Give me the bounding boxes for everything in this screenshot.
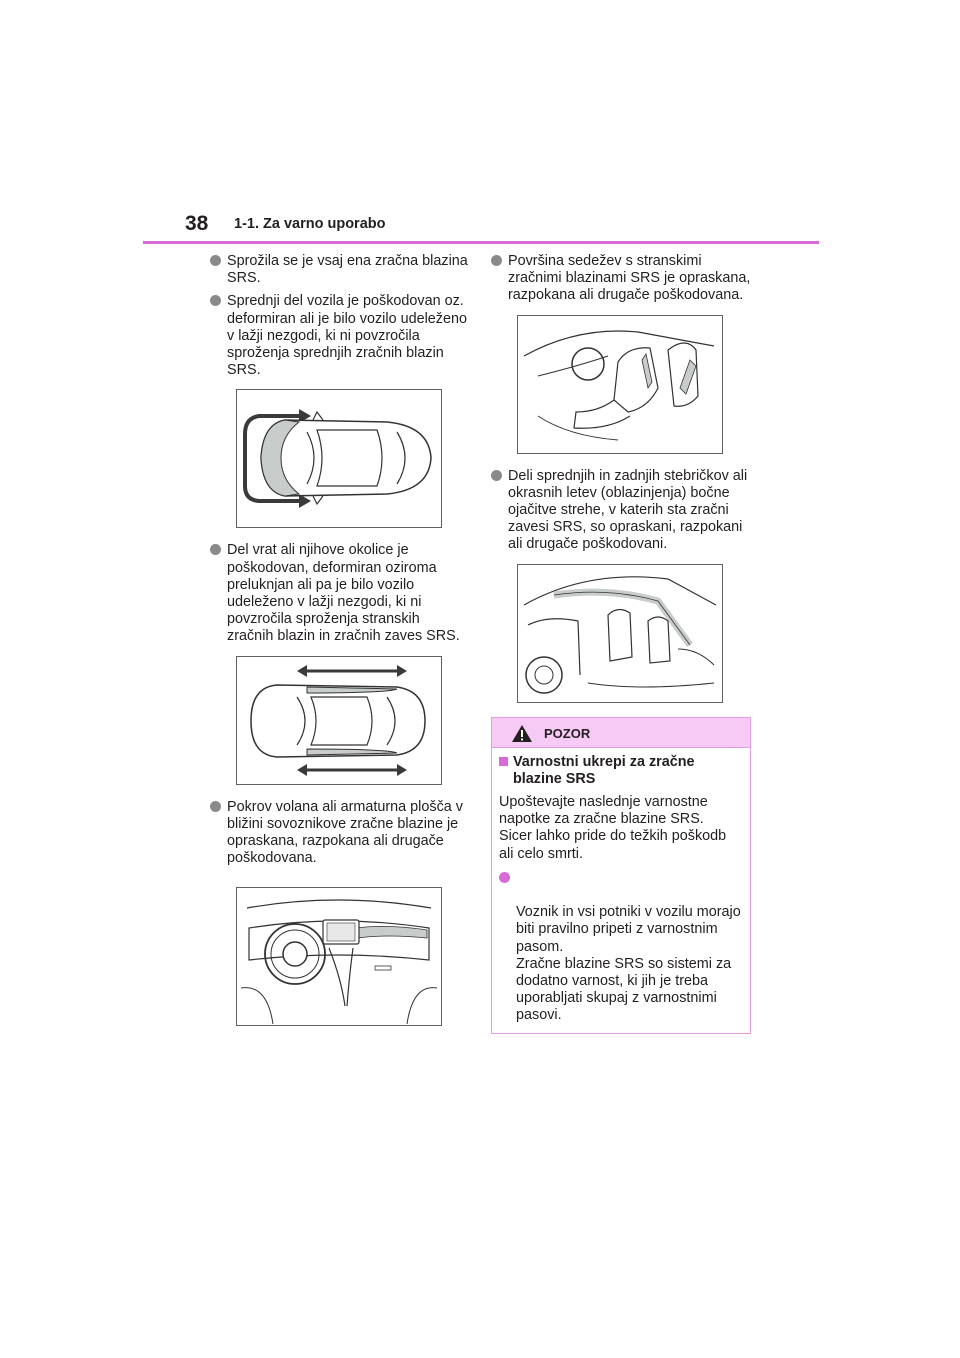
warning-intro: Upoštevajte naslednje varnostne napotke za zračne blazine SRS. Sicer lahko pride do težkih poškodb ali celo smrti. (499, 794, 727, 862)
list-item (491, 468, 756, 554)
warning-heading (499, 754, 743, 788)
list-item-text: Sprednji del vozila je poškodovan oz. deformiran ali je bilo vozilo udeleženo v lažji nezgodi, ki ni povzročila sproženja sprednjih zračnih blazin SRS. (227, 293, 467, 379)
list-item-text: Sprožila se je vsaj ena zračna blazina SRS. (227, 253, 468, 287)
bullet-icon (210, 295, 221, 306)
warning-box (491, 717, 751, 1034)
right-column (491, 253, 756, 1034)
warning-icon (511, 724, 533, 743)
side-damage-illustration (236, 656, 442, 785)
seat-airbag-illustration (517, 315, 723, 454)
bullet-icon (210, 801, 221, 812)
bullet-icon (491, 470, 502, 481)
warning-bullet (499, 870, 743, 1025)
seat-interior-icon (518, 316, 722, 453)
list-item (491, 253, 756, 305)
car-top-side-icon (237, 657, 441, 784)
bullet-icon (491, 255, 502, 266)
dashboard-icon (237, 888, 441, 1025)
front-damage-illustration (236, 389, 442, 528)
warning-label: POZOR (544, 725, 591, 741)
bullet-icon (210, 544, 221, 555)
car-top-front-icon (237, 390, 441, 527)
square-bullet-icon (499, 757, 508, 766)
list-item (210, 253, 470, 287)
warning-body (492, 748, 750, 1033)
bullet-icon (210, 255, 221, 266)
warning-heading-text: Varnostni ukrepi za zračne blazine SRS (513, 753, 695, 787)
list-item-text: Pokrov volana ali armaturna plošča v bližini sovoznikove zračne blazine je opraskana, razpokana ali drugače poškodovana. (227, 798, 463, 867)
list-item-text: Površina sedežev s stranskimi zračnimi blazinami SRS je opraskana, razpokana ali drugače poškodovana. (508, 253, 751, 304)
list-item-text: Del vrat ali njihove okolice je poškodovan, deformiran oziroma preluknjan ali pa je bilo vozilo udeleženo v lažji nezgodi, ki ni povzročila sproženja stranskih zračnih blazin in zračnih zaves SRS. (227, 542, 460, 645)
dashboard-illustration (236, 887, 442, 1026)
list-item (210, 799, 470, 868)
curtain-airbag-illustration (517, 564, 723, 703)
bullet-icon (499, 872, 510, 883)
warning-bullet-text: Voznik in vsi potniki v vozilu morajo biti pravilno pripeti z varnostnim pasom. Zračne blazine SRS so sistemi za dodatno varnost, ki jih je treba uporabljati skupaj z varnostnimi pasovi. (516, 904, 741, 1024)
list-item (210, 542, 470, 645)
header-rule (143, 241, 819, 244)
page-number: 38 (185, 212, 209, 235)
warning-header (492, 718, 750, 748)
list-item (210, 293, 470, 379)
curtain-airbag-icon (518, 565, 722, 702)
section-title: 1-1. Za varno uporabo (234, 216, 386, 232)
left-column (210, 253, 470, 1040)
list-item-text: Deli sprednjih in zadnjih stebričkov ali okrasnih letev (oblazinjenja) bočne ojačitve strehe, v katerih sta zračni zavesi SRS, so opraskani, razpokani ali drugače poškodovani. (508, 467, 748, 553)
